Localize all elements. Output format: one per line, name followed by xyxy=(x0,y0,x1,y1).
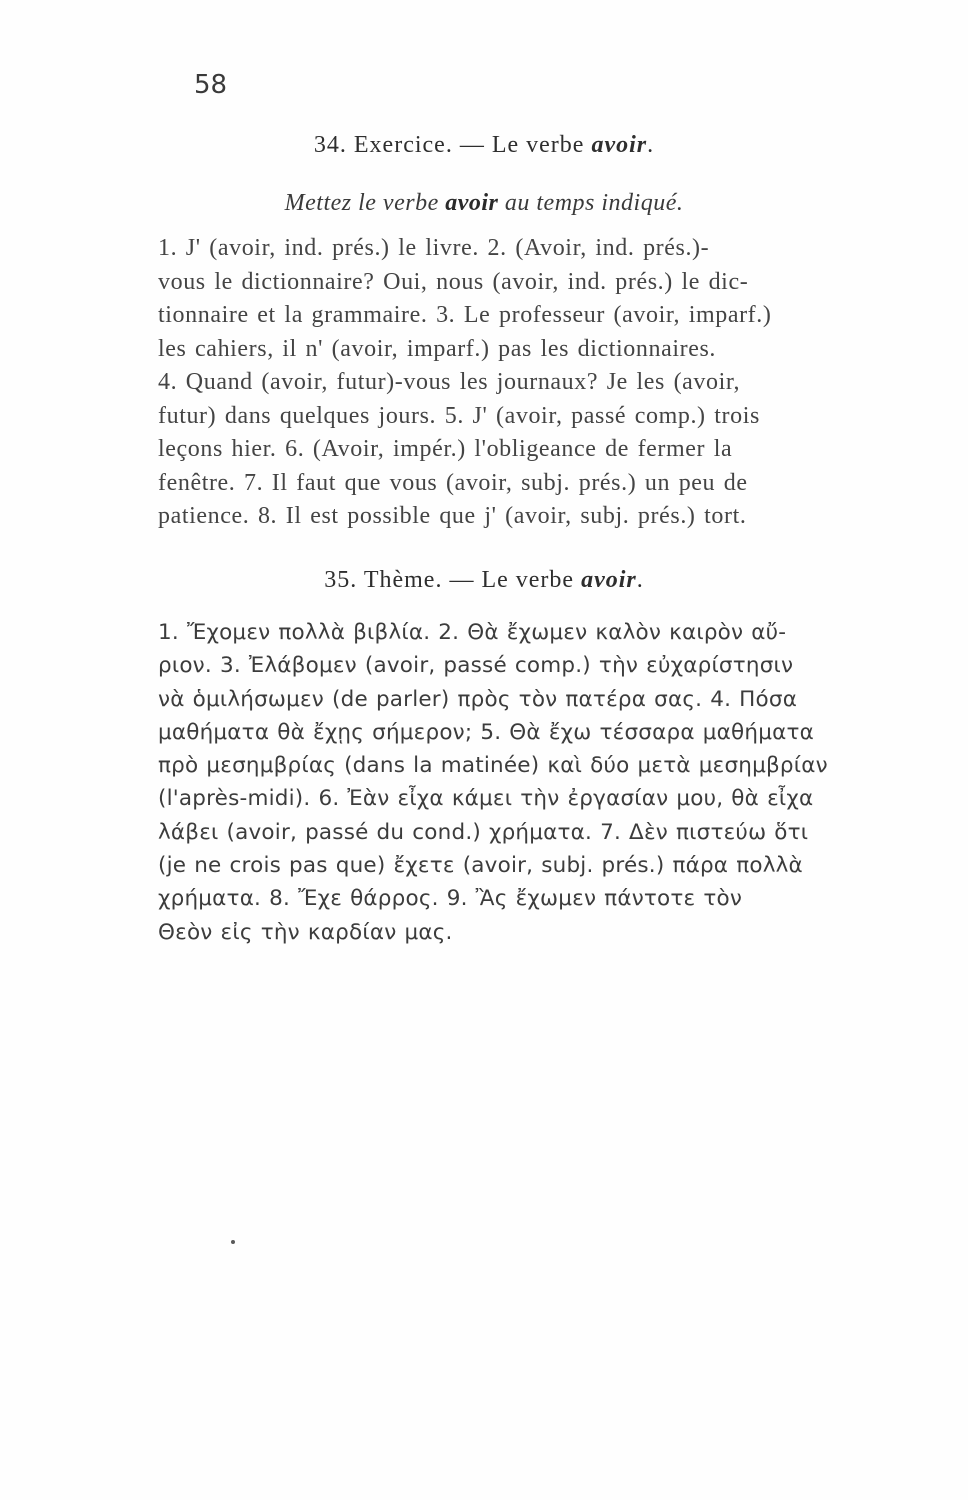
theme-35-line: Θεὸν εἰς τὴν καρδίαν μας. xyxy=(158,919,453,945)
theme-35-text xyxy=(158,616,868,949)
exercise-34-heading-text: 34. Exercice. — Le verbe xyxy=(313,132,592,158)
exercise-34-line: vous le dictionnaire? Oui, nous (avoir, ind. prés.) le dic- xyxy=(158,268,749,295)
theme-35-heading-text: 35. Thème. — Le verbe xyxy=(324,567,582,593)
theme-35-line: νὰ ὁμιλήσωμεν (de parler) πρὸς τὸν πατέρα σας. 4. Πόσα xyxy=(158,686,798,712)
theme-35-line: (l'après-midi). 6. Ἐὰν εἶχα κάμει τὴν ἐργασίαν μου, θὰ εἶχα xyxy=(158,786,814,812)
theme-35-heading xyxy=(0,567,968,594)
exercise-34-line: leçons hier. 6. (Avoir, impér.) l'obligeance de fermer la xyxy=(158,436,733,462)
theme-35-line: μαθήματα θὰ ἔχῃς σήμερον; 5. Θὰ ἔχω τέσσαρα μαθήματα xyxy=(158,719,814,745)
ink-speck xyxy=(231,1240,235,1244)
theme-35-heading-verb: avoir xyxy=(581,567,637,593)
instruction-verb: avoir xyxy=(445,190,499,216)
theme-35-line: λάβει (avoir, passé du cond.) χρήματα. 7. Δὲν πιστεύω ὅτι xyxy=(158,819,809,845)
exercise-34-line: les cahiers, il n' (avoir, imparf.) pas les dictionnaires. xyxy=(158,335,716,362)
theme-35-heading-end: . xyxy=(636,567,644,593)
instruction-before: Mettez le verbe xyxy=(284,190,446,216)
exercise-34-line: tionnaire et la grammaire. 3. Le professeur (avoir, imparf.) xyxy=(158,302,772,328)
theme-35-line: (je ne crois pas que) ἔχετε (avoir, subj. prés.) πάρα πολλὰ xyxy=(158,853,803,879)
theme-35-line: πρὸ μεσημβρίας (dans la matinée) καὶ δύο μετὰ μεσημβρίαν xyxy=(158,753,828,779)
theme-35-line: ριον. 3. Ἐλάβομεν (avoir, passé comp.) τὴν εὐχαρίστησιν xyxy=(158,653,794,679)
exercise-34-line: futur) dans quelques jours. 5. J' (avoir, passé comp.) trois xyxy=(158,402,760,429)
exercise-34-heading xyxy=(0,132,968,159)
exercise-34-text xyxy=(158,232,868,534)
exercise-34-line: patience. 8. Il est possible que j' (avoir, subj. prés.) tort. xyxy=(158,503,747,529)
exercise-34-line: 4. Quand (avoir, futur)-vous les journaux? Je les (avoir, xyxy=(158,369,741,395)
exercise-34-heading-verb: avoir xyxy=(591,132,648,158)
exercise-34-line: fenêtre. 7. Il faut que vous (avoir, subj. prés.) un peu de xyxy=(158,469,748,496)
exercise-34-line: 1. J' (avoir, ind. prés.) le livre. 2. (Avoir, ind. prés.)- xyxy=(158,235,710,261)
exercise-34-instruction xyxy=(0,190,968,217)
theme-35-line: χρήματα. 8. Ἔχε θάρρος. 9. Ἂς ἔχωμεν πάντοτε τὸν xyxy=(158,886,743,912)
instruction-after: au temps indiqué. xyxy=(498,190,684,216)
exercise-34-heading-end: . xyxy=(647,132,655,158)
page-number: 58 xyxy=(194,70,228,100)
theme-35-line: 1. Ἔχομεν πολλὰ βιβλία. 2. Θὰ ἔχωμεν καλὸν καιρὸν αὔ- xyxy=(158,620,787,645)
